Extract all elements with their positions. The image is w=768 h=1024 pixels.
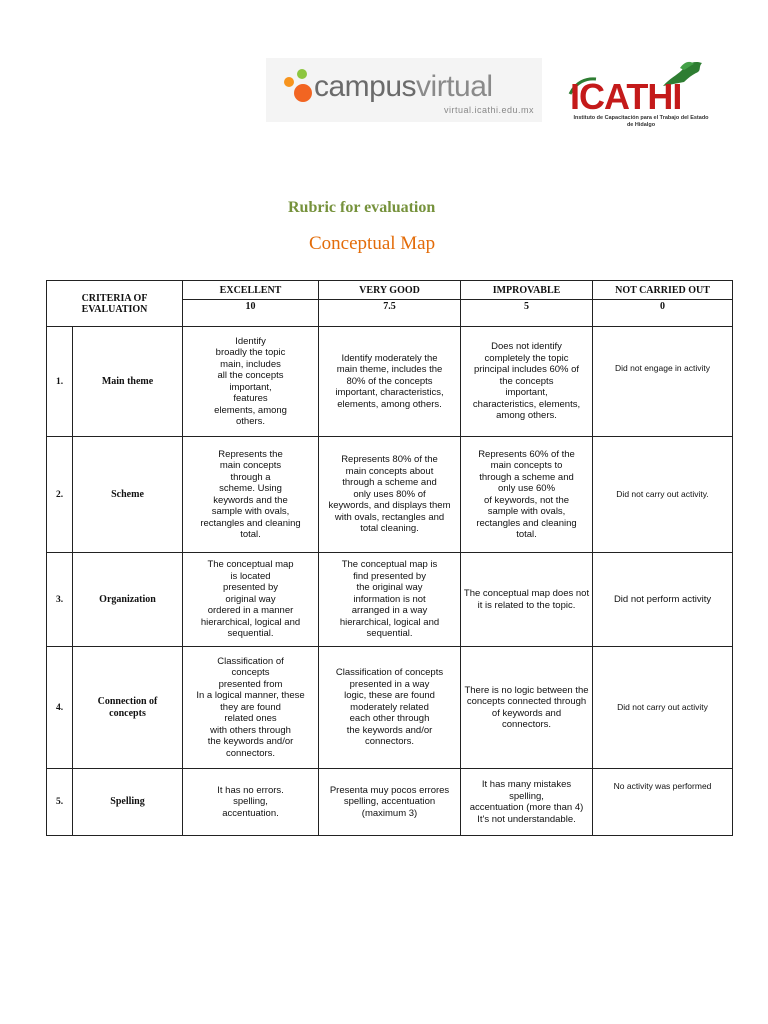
level-score-improvable: 5: [461, 300, 593, 327]
campus-url: virtual.icathi.edu.mx: [443, 105, 534, 115]
table-row: [47, 769, 733, 836]
table-row: [47, 647, 733, 769]
cell-not-carried-out: Did not perform activity: [593, 553, 733, 647]
row-number: 5.: [47, 769, 73, 836]
level-label-improvable: IMPROVABLE: [461, 281, 593, 300]
cell-excellent: Identify broadly the topic main, includes all the concepts important, features elements, among others.: [183, 327, 319, 437]
cell-improvable: It has many mistakes spelling, accentuation (more than 4) It's not understandable.: [461, 769, 593, 836]
cell-not-carried-out: No activity was performed: [593, 769, 733, 836]
icathi-logo: [566, 58, 716, 138]
row-number: 1.: [47, 327, 73, 437]
cell-not-carried-out: Did not carry out activity.: [593, 437, 733, 553]
row-number: 2.: [47, 437, 73, 553]
table-row: [47, 327, 733, 437]
row-number: 4.: [47, 647, 73, 769]
criterion-main-theme: Main theme: [73, 327, 183, 437]
cell-not-carried-out: Did not engage in activity: [593, 327, 733, 437]
level-label-very-good: VERY GOOD: [319, 281, 461, 300]
rubric-table: [46, 280, 733, 836]
level-score-excellent: 10: [183, 300, 319, 327]
cell-improvable: Represents 60% of the main concepts to through a scheme and only use 60% of keywords, not the sample with ovals, rectangles and cleaning total.: [461, 437, 593, 553]
campus-virtual-logo: [266, 58, 542, 122]
table-row: [47, 553, 733, 647]
cell-excellent: The conceptual map is located presented by original way ordered in a manner hierarchical, logical and sequential.: [183, 553, 319, 647]
cell-excellent: It has no errors. spelling, accentuation.: [183, 769, 319, 836]
level-score-very-good: 7.5: [319, 300, 461, 327]
row-number: 3.: [47, 553, 73, 647]
cell-excellent: Classification of concepts presented from In a logical manner, these they are found related ones with others through the keywords and/or connectors.: [183, 647, 319, 769]
cell-very-good: Represents 80% of the main concepts about through a scheme and only uses 80% of keywords, and displays them with ovals, rectangles and total cleaning.: [319, 437, 461, 553]
cell-excellent: Represents the main concepts through a scheme. Using keywords and the sample with ovals, rectangles and cleaning total.: [183, 437, 319, 553]
cell-very-good: Identify moderately the main theme, includes the 80% of the concepts important, characteristics, elements, among others.: [319, 327, 461, 437]
campus-virtual-wordmark: campusvirtual: [314, 70, 493, 103]
level-label-excellent: EXCELLENT: [183, 281, 319, 300]
cell-very-good: The conceptual map is find presented by the original way information is not arranged in a way hierarchical, logical and sequential.: [319, 553, 461, 647]
level-label-not-carried-out: NOT CARRIED OUT: [593, 281, 733, 300]
header-row: [47, 281, 733, 300]
criterion-organization: Organization: [73, 553, 183, 647]
cell-very-good: Presenta muy pocos errores spelling, accentuation (maximum 3): [319, 769, 461, 836]
criterion-spelling: Spelling: [73, 769, 183, 836]
criterion-connection-of-concepts: Connection of concepts: [73, 647, 183, 769]
cell-not-carried-out: Did not carry out activity: [593, 647, 733, 769]
criteria-header: CRITERIA OF EVALUATION: [47, 281, 183, 327]
table-row: [47, 437, 733, 553]
cell-very-good: Classification of concepts presented in a way logic, these are found moderately related each other through the keywords and/or connectors.: [319, 647, 461, 769]
criterion-scheme: Scheme: [73, 437, 183, 553]
document-title: Rubric for evaluation: [288, 199, 436, 216]
icathi-wordmark: ICATHI: [570, 76, 682, 117]
icathi-subtitle: Instituto de Capacitación para el Trabajo del Estado de Hidalgo: [573, 115, 709, 128]
cell-improvable: Does not identify completely the topic principal includes 60% of the concepts important, characteristics, elements, among others.: [461, 327, 593, 437]
cell-improvable: The conceptual map does not it is related to the topic.: [461, 553, 593, 647]
level-score-not-carried-out: 0: [593, 300, 733, 327]
cell-improvable: There is no logic between the concepts connected through of keywords and connectors.: [461, 647, 593, 769]
document-subtitle: Conceptual Map: [309, 233, 436, 254]
